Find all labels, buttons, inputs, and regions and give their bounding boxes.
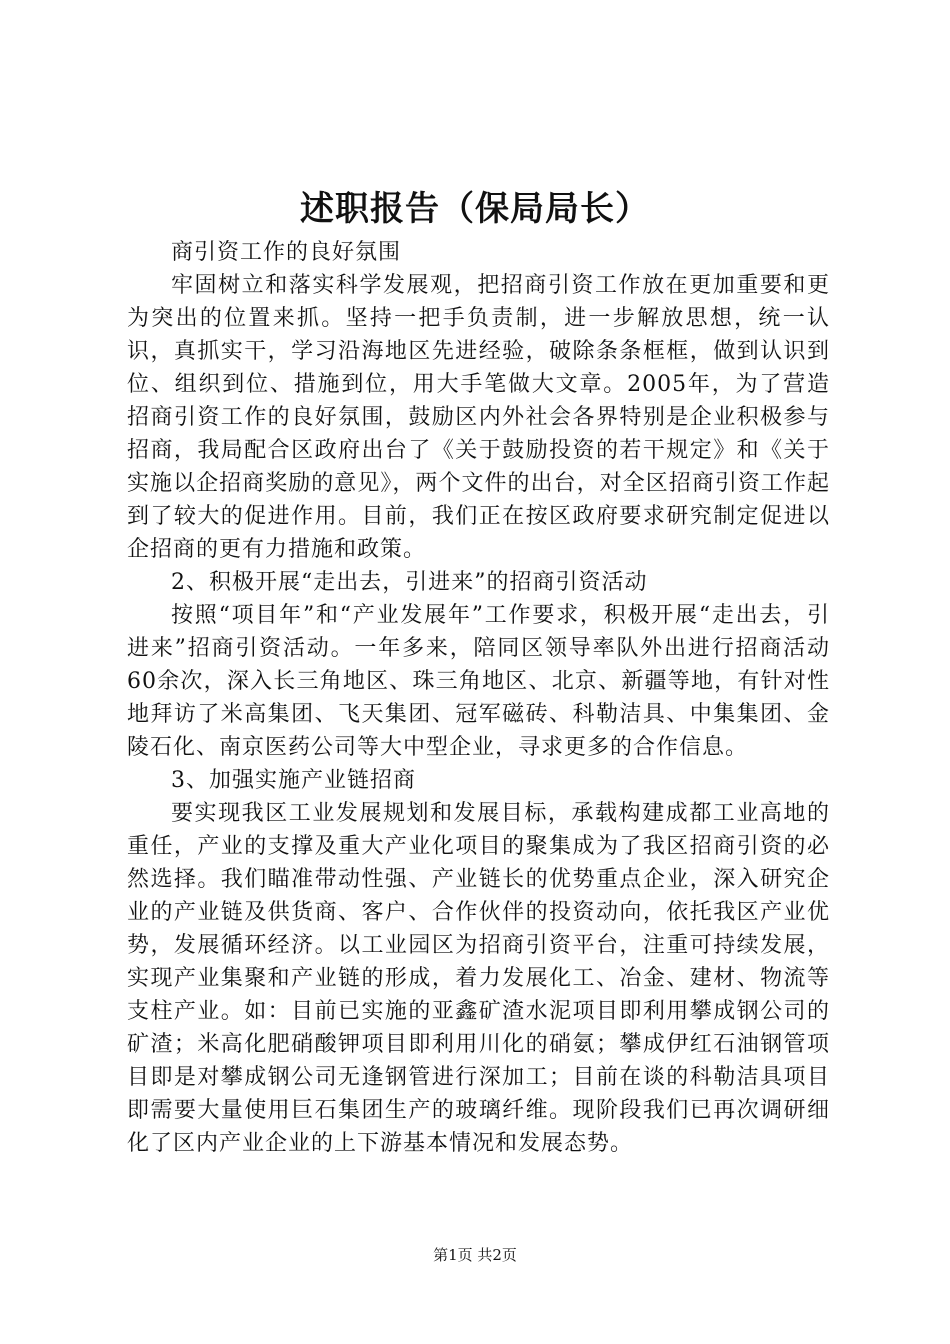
paragraph-body: 牢固树立和落实科学发展观，把招商引资工作放在更加重要和更为突出的位置来抓。坚持一把手负责制，进一步解放思想，统一认识，真抓实干，学习沿海地区先进经验，破除条条框框，做到认识到位、组织到位、措施到位，用大手笔做大文章。2005年，为了营造招商引资工作的良好氛围，鼓励区内外社会各界特别是企业积极参与招商，我局配合区政府出台了《关于鼓励投资的若干规定》和《关于实施以企招商奖励的意见》，两个文件的出台，对全区招商引资工作起到了较大的促进作用。目前，我们正在按区政府要求研究制定促进以企招商的更有力措施和政策。 <box>127 273 830 562</box>
document-title: 述职报告（保局局长） <box>300 189 650 229</box>
document-body <box>127 236 830 1160</box>
paragraph-body: 要实现我区工业发展规划和发展目标，承载构建成都工业高地的重任，产业的支撑及重大产业化项目的聚集成为了我区招商引资的必然选择。我们瞄准带动性强、产业链长的优势重点企业，深入研究企业的产业链及供货商、客户、合作伙伴的投资动向，依托我区产业优势，发展循环经济。以工业园区为招商引资平台，注重可持续发展，实现产业集聚和产业链的形成，着力发展化工、冶金、建材、物流等支柱产业。如：目前已实施的亚鑫矿渣水泥项目即利用攀成钢公司的矿渣；米高化肥硝酸钾项目即利用川化的硝氨；攀成伊红石油钢管项目即是对攀成钢公司无逢钢管进行深加工；目前在谈的科勒洁具项目即需要大量使用巨石集团生产的玻璃纤维。现阶段我们已再次调研细化了区内产业企业的上下游基本情况和发展态势。 <box>127 801 830 1156</box>
paragraph-body: 按照“项目年”和“产业发展年”工作要求，积极开展“走出去，引进来”招商引资活动。一年多来，陪同区领导率队外出进行招商活动60余次，深入长三角地区、珠三角地区、北京、新疆等地，有针对性地拜访了米高集团、飞天集团、冠军磁砖、科勒洁具、中集集团、金陵石化、南京医药公司等大中型企业，寻求更多的合作信息。 <box>127 603 830 760</box>
paragraph-heading: 3、加强实施产业链招商 <box>171 768 416 793</box>
paragraph-heading: 2、积极开展“走出去，引进来”的招商引资活动 <box>171 570 648 595</box>
paragraph-section-intro: 商引资工作的良好氛围 <box>171 240 402 265</box>
page-number-footer: 第1页 共2页 <box>433 1246 517 1264</box>
